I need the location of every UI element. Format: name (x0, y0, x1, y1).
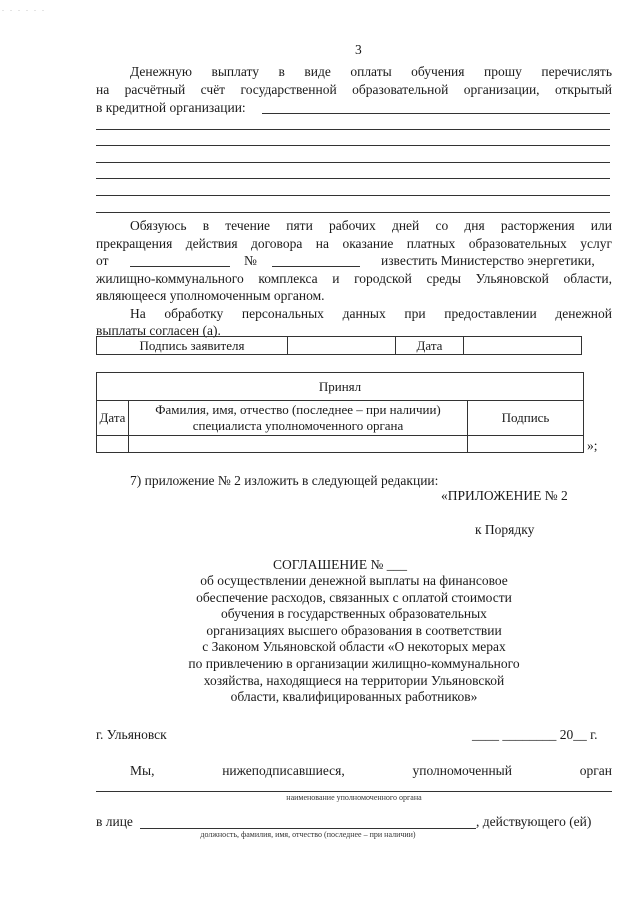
amendment-text: 7) приложение № 2 изложить в следующей редакции: (130, 473, 439, 488)
agreement-line: обучения в государственных образовательных (221, 606, 487, 622)
authority-name-caption: наименование уполномоченного органа (286, 793, 422, 802)
blank-line[interactable] (96, 212, 610, 213)
parties-line-2-start: в лице (96, 814, 133, 829)
agreement-line: с Законом Ульяновской области «О некоторых мерах (202, 639, 506, 655)
payment-line-2: на расчётный счёт государственной образовательной организации, открытый (96, 82, 612, 97)
blank-line[interactable] (96, 145, 610, 146)
received-closing-quote: »; (587, 438, 598, 453)
obligation-number-sign: № (244, 253, 257, 268)
agreement-date[interactable]: ____ ________ 20__ г. (472, 727, 598, 742)
page-number: 3 (355, 42, 362, 57)
signature-date-label: Дата (396, 337, 464, 355)
agreement-line: области, квалифицированных работников» (230, 689, 478, 705)
appendix-subtitle: к Порядку (475, 522, 535, 537)
blank-line[interactable] (96, 162, 610, 163)
agreement-line: организациях высшего образования в соответствии (206, 622, 502, 638)
contract-date-blank[interactable] (130, 266, 230, 267)
consent-line-1: На обработку персональных данных при предоставлении денежной (130, 306, 612, 321)
obligation-line-1: Обязуюсь в течение пяти рабочих дней со дня расторжения или (130, 218, 612, 233)
agreement-city: г. Ульяновск (96, 727, 167, 742)
signature-date-field[interactable] (464, 337, 582, 355)
signature-table (96, 336, 582, 355)
blank-line[interactable] (96, 129, 610, 130)
authority-name-blank[interactable] (96, 791, 612, 792)
agreement-line: об осуществлении денежной выплаты на финансовое (200, 573, 508, 588)
received-name-cell[interactable] (129, 436, 468, 453)
appendix-title: «ПРИЛОЖЕНИЕ № 2 (441, 488, 568, 503)
applicant-signature-label: Подпись заявителя (97, 337, 288, 355)
received-title: Принял (97, 373, 584, 401)
received-col-signature: Подпись (468, 401, 584, 436)
received-col-date: Дата (97, 401, 129, 436)
agreement-subject (96, 573, 612, 706)
obligation-from: от (96, 253, 109, 268)
bank-name-blank[interactable] (262, 113, 610, 114)
contract-number-blank[interactable] (272, 266, 360, 267)
received-signature-cell[interactable] (468, 436, 584, 453)
received-table (96, 372, 584, 453)
agreement-heading: СОГЛАШЕНИЕ № ___ (273, 557, 407, 572)
applicant-signature-field[interactable] (288, 337, 396, 355)
representative-caption: должность, фамилия, имя, отчество (последнее – при наличии) (200, 830, 416, 839)
scan-marks: . . . . . . (2, 4, 46, 13)
blank-line[interactable] (96, 195, 610, 196)
parties-line-2-end: , действующего (ей) (476, 814, 592, 829)
consent-line-2: выплаты согласен (а). (96, 323, 221, 338)
representative-blank[interactable] (140, 828, 476, 829)
agreement-line: хозяйства, находящиеся на территории Ульяновской (203, 672, 505, 688)
obligation-line-3-rest: известить Министерство энергетики, (381, 253, 595, 268)
agreement-line: по привлечению в организации жилищно-коммунального (188, 655, 520, 671)
payment-line-1: Денежную выплату в виде оплаты обучения прошу перечислять (130, 64, 612, 79)
agreement-line: обеспечение расходов, связанных с оплатой стоимости (196, 589, 512, 605)
obligation-line-5: являющееся уполномоченным органом. (96, 288, 325, 303)
payment-line-3: в кредитной организации: (96, 100, 246, 115)
obligation-line-2: прекращения действия договора на оказание платных образовательных услуг (96, 236, 612, 251)
parties-line-1: Мы, нижеподписавшиеся, уполномоченный орган (130, 763, 612, 778)
blank-line[interactable] (96, 178, 610, 179)
received-col-name: Фамилия, имя, отчество (последнее – при наличии) специалиста уполномоченного органа (129, 401, 468, 436)
obligation-line-4: жилищно-коммунального комплекса и городской среды Ульяновской области, (96, 271, 612, 286)
received-date-cell[interactable] (97, 436, 129, 453)
